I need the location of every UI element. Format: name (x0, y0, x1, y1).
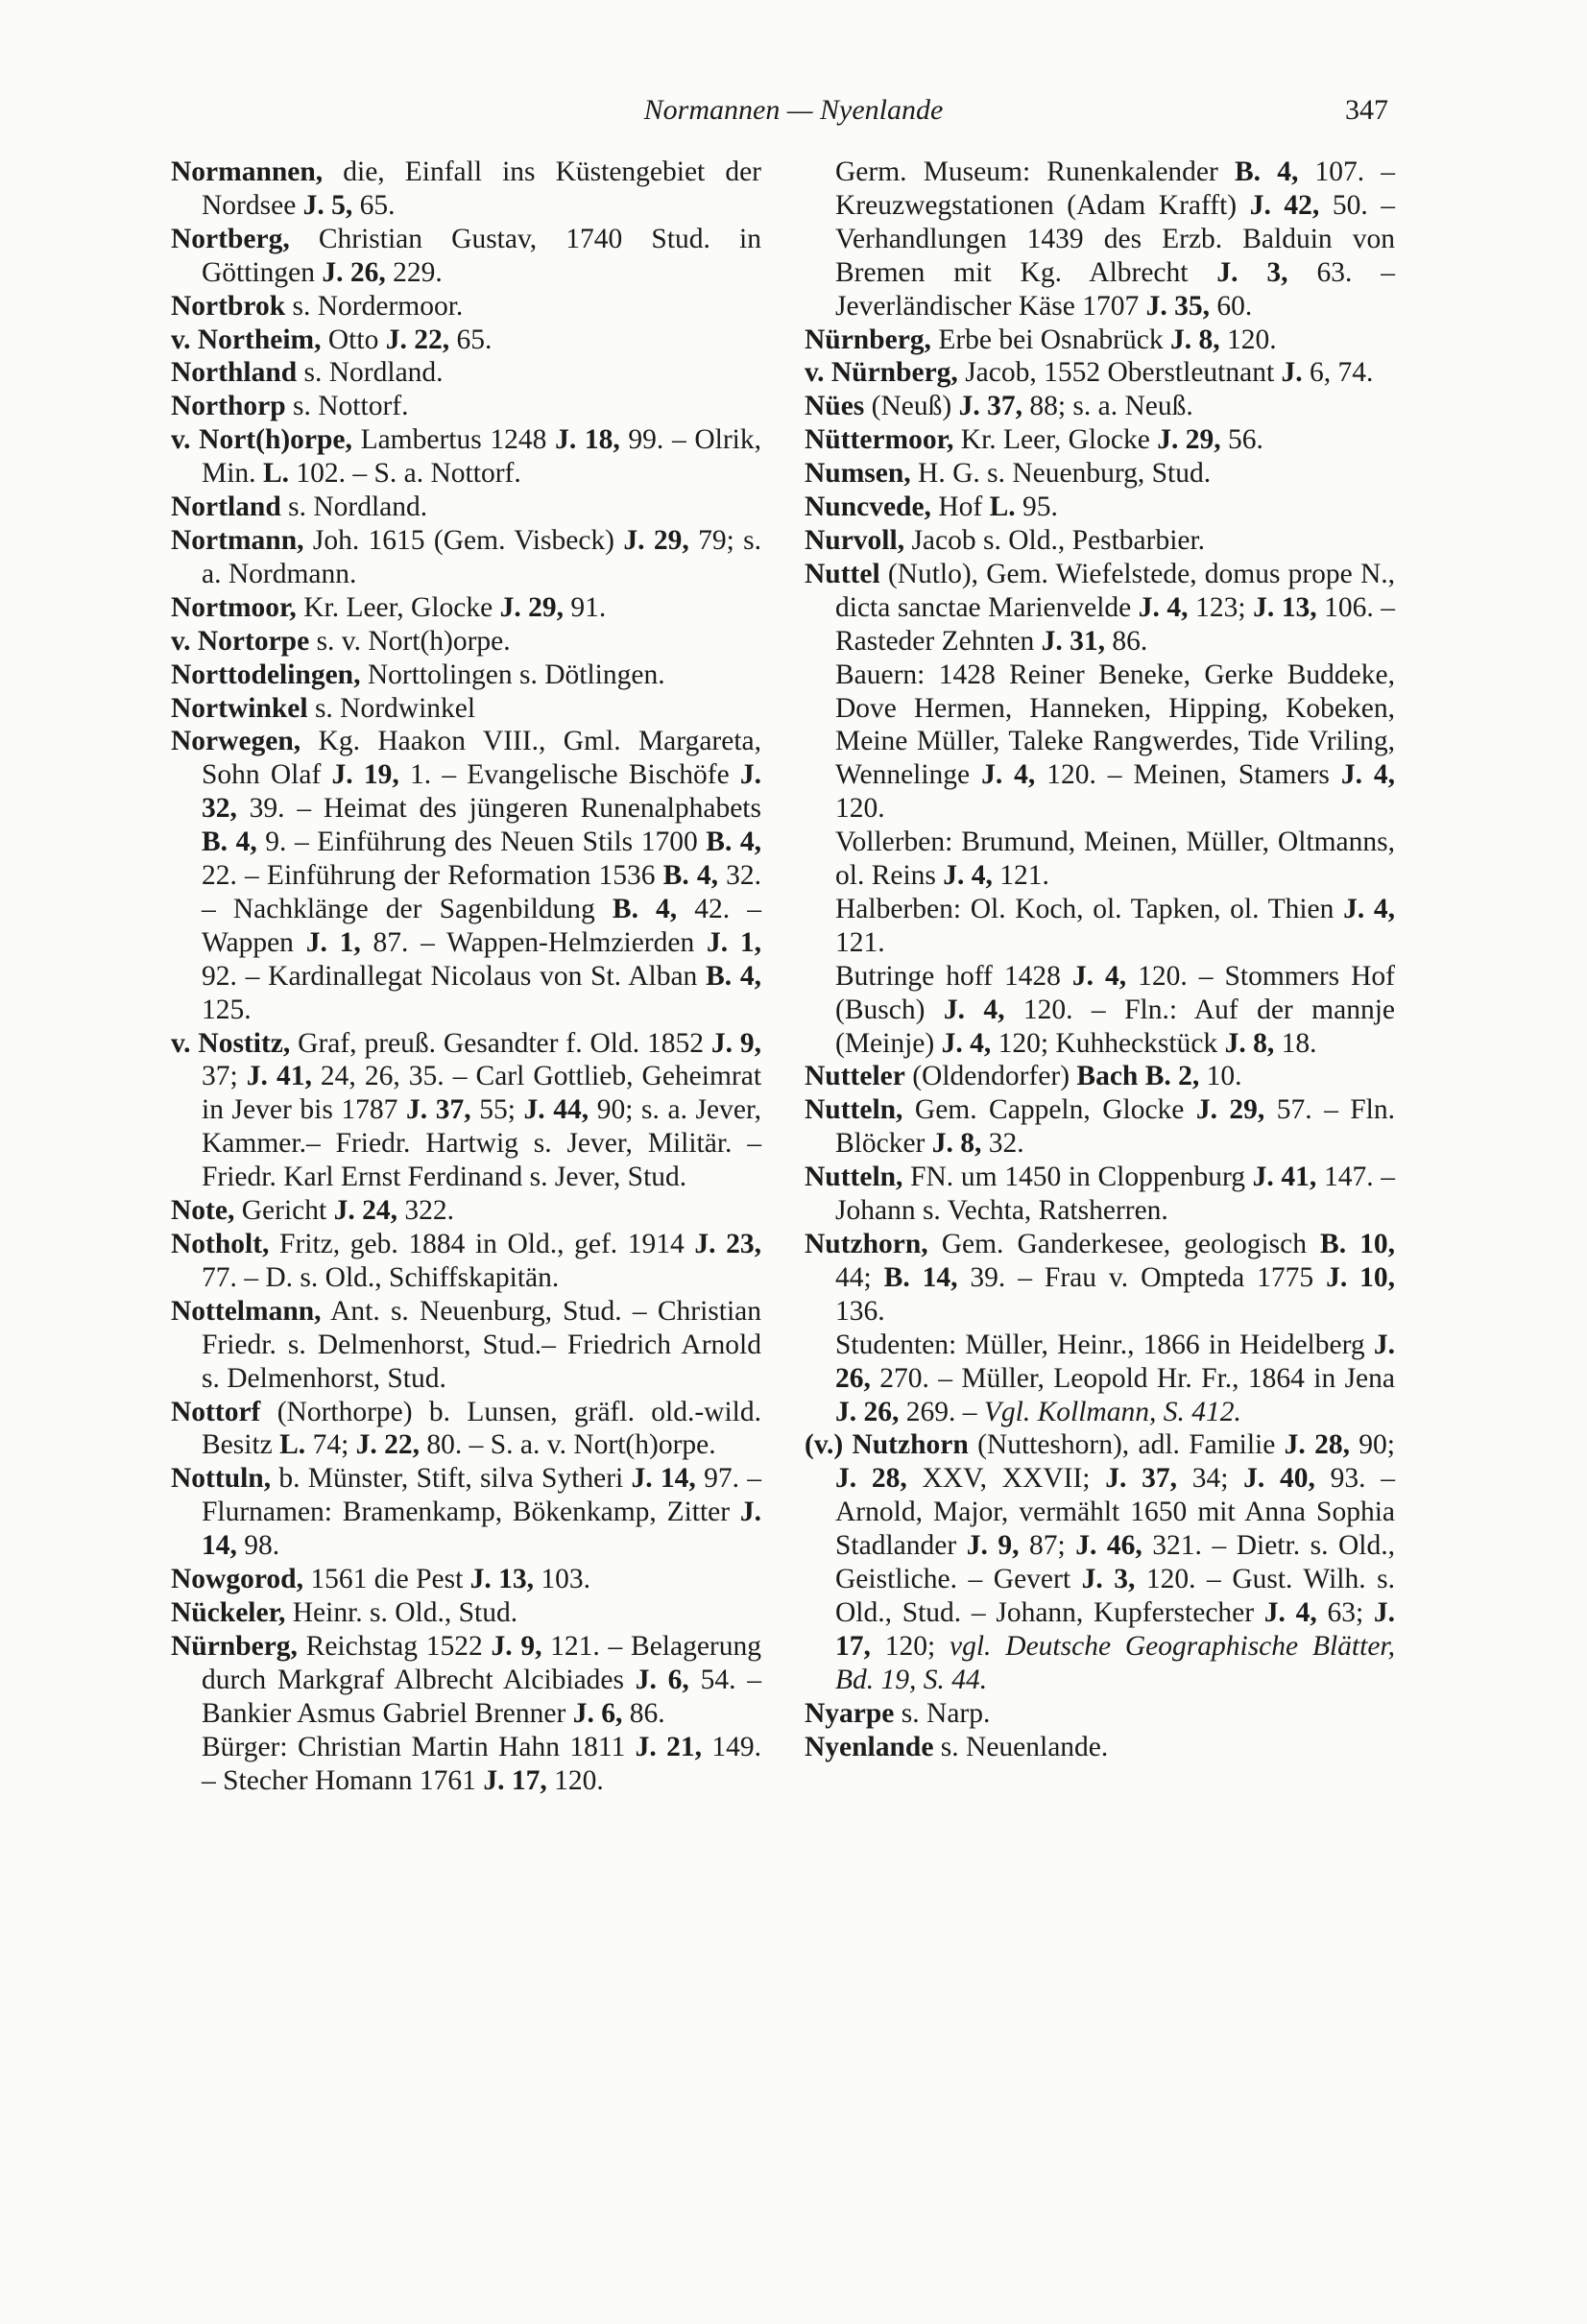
index-entry (171, 356, 761, 390)
entry-bold-text: Nyarpe (805, 1697, 895, 1729)
index-entry (171, 1396, 761, 1463)
entry-text: Bauern: 1428 Reiner Beneke, Gerke Buddeke, Dove Hermen, Hanneken, Hipping, Kobeken, Meine Müller, Taleke Rangwerdes, Tide Vriling, Wennelinge (835, 659, 1395, 791)
index-entry (171, 290, 761, 323)
entry-bold-text: J. 29, (499, 591, 564, 623)
entry-text: 60. (1209, 290, 1253, 322)
entry-bold-text: J. 32, (202, 759, 762, 825)
entry-bold-text: v. Nostitz, (171, 1027, 291, 1059)
entry-bold-text: J. 14, (631, 1463, 696, 1495)
entry-bold-text: B. 4, (706, 827, 762, 858)
entry-bold-text: Nyenlande (805, 1731, 934, 1762)
entry-bold-text: J. 13, (1253, 591, 1317, 623)
entry-bold-text: J. 5, (302, 189, 353, 221)
entry-text: 63; (1316, 1596, 1374, 1628)
entry-text: 120; Kuhheckstück (991, 1027, 1225, 1059)
entry-text: 32. – Nachklänge der Sagenbildung (202, 860, 761, 924)
entry-bold-text: J. 9, (710, 1027, 762, 1059)
entry-text: 50. – Verhandlungen 1439 des Erzb. Balduin von Bremen mit Kg. Albrecht (835, 189, 1395, 288)
entry-bold-text: Nürnberg, (805, 323, 931, 355)
entry-bold-text: J. 4, (943, 860, 993, 892)
entry-bold-text: Nües (805, 391, 865, 422)
entry-text: 65. (352, 189, 396, 221)
index-subentry (805, 826, 1395, 893)
entry-bold-text: Nückeler, (171, 1596, 286, 1628)
entry-text: Germ. Museum: Runenkalender (835, 156, 1235, 187)
entry-text: 79; s. a. Nordmann. (202, 524, 761, 589)
entry-bold-text: B. 10, (1320, 1229, 1395, 1259)
index-column-right (805, 156, 1395, 1764)
entry-bold-text: J. 3, (1216, 256, 1288, 288)
index-subentry (805, 893, 1395, 960)
index-subentry (805, 156, 1395, 323)
entry-text: Gem. Ganderkesee, geologisch (927, 1229, 1321, 1259)
entry-text: 57. – Fln. Blöcker (835, 1094, 1396, 1160)
entry-bold-text: Nurvoll, (805, 524, 905, 556)
index-entry (805, 323, 1395, 357)
entry-text: 6, 74. (1302, 357, 1374, 389)
index-entry (805, 457, 1395, 491)
entry-bold-text: J. 1, (305, 926, 361, 958)
entry-text: 125. (202, 994, 252, 1025)
entry-bold-text: J. 4, (1343, 893, 1396, 924)
entry-text: 77. – D. s. Old., Schiffskapitän. (202, 1261, 560, 1293)
entry-text: 87. – Wappen-Helmzierden (360, 926, 707, 958)
entry-bold-text: J. 24, (333, 1195, 397, 1227)
entry-bold-text: L. (279, 1429, 306, 1461)
entry-text: 56. (1220, 424, 1263, 456)
entry-bold-text: J. 37, (1105, 1463, 1177, 1495)
entry-bold-text: J. 13, (469, 1564, 535, 1595)
index-entry (171, 1295, 761, 1396)
entry-text: 123; (1188, 591, 1254, 623)
entry-text: 95. (1015, 491, 1058, 523)
entry-text: die, Einfall ins Küstengebiet der Nordsee (202, 156, 761, 221)
entry-bold-text: J. 10, (1326, 1261, 1395, 1293)
entry-bold-text: B. 4, (202, 827, 257, 858)
entry-text: 229. (385, 256, 443, 288)
entry-bold-text: J. (1281, 357, 1303, 389)
entry-bold-text: Normannen, (171, 156, 324, 187)
entry-text: 74; (305, 1429, 356, 1461)
entry-text: s. Nordland. (297, 357, 444, 389)
entry-text: H. G. s. Neuenburg, Stud. (910, 458, 1212, 490)
entry-bold-text: J. 6, (635, 1664, 689, 1695)
entry-text: (Northorpe) b. Lunsen, gräfl. old.-wild. Besitz (202, 1396, 761, 1461)
index-entry (171, 524, 761, 591)
entry-text: 18. (1274, 1027, 1317, 1059)
index-entry (171, 725, 761, 1026)
entry-text: 65. (449, 323, 493, 355)
entry-bold-text: J. 4, (1263, 1596, 1317, 1628)
entry-text: Bürger: Christian Martin Hahn 1811 (202, 1731, 636, 1762)
entry-bold-text: J. 26, (835, 1396, 900, 1427)
entry-text: Halberben: Ol. Koch, ol. Tapken, ol. Thien (835, 893, 1344, 924)
entry-bold-text: Numsen, (805, 458, 911, 490)
entry-bold-text: J. 29, (1157, 424, 1221, 456)
index-entry (171, 1027, 761, 1195)
entry-text: 34; (1176, 1463, 1244, 1495)
entry-bold-text: J. 41, (246, 1061, 312, 1092)
entry-text: s. Nordwinkel (307, 692, 476, 724)
entry-text: XXV, XXVII; (906, 1463, 1106, 1495)
entry-bold-text: J. 8, (1224, 1027, 1275, 1059)
entry-text: Vollerben: Brumund, Meinen, Müller, Oltmanns, ol. Reins (835, 827, 1395, 892)
entry-bold-text: Nottorf (171, 1396, 261, 1427)
index-subentry (805, 659, 1395, 827)
entry-bold-text: J. 1, (707, 926, 762, 958)
running-title: Normannen — Nyenlande (643, 94, 944, 126)
entry-italic-text: Vgl. Kollmann, S. 412. (983, 1396, 1241, 1427)
entry-text: Jacob s. Old., Pestbarbier. (904, 524, 1206, 556)
entry-bold-text: J. 4, (981, 759, 1036, 791)
entry-bold-text: J. 28, (1284, 1429, 1350, 1461)
entry-bold-text: Nowgorod, (171, 1564, 303, 1595)
entry-text: Fritz, geb. 1884 in Old., gef. 1914 (269, 1229, 695, 1259)
entry-text: 102. – S. a. Nottorf. (289, 458, 521, 490)
entry-text: Studenten: Müller, Heinr., 1866 in Heidelberg (835, 1329, 1374, 1360)
entry-bold-text: Nüttermoor, (805, 424, 954, 456)
entry-bold-text: Nortmoor, (171, 591, 297, 623)
entry-bold-text: J. 42, (1249, 189, 1320, 221)
entry-text: s. v. Nort(h)orpe. (309, 625, 511, 657)
entry-bold-text: B. 4, (1235, 156, 1299, 187)
entry-text: (Nutlo), Gem. Wiefelstede, domus prope N., dicta sanctae Marienvelde (835, 558, 1395, 623)
entry-bold-text: B. 4, (662, 860, 718, 892)
entry-bold-text: J. 9, (491, 1630, 542, 1662)
index-entry (171, 491, 761, 524)
index-entry (805, 423, 1395, 457)
entry-bold-text: Nürnberg, (171, 1630, 298, 1662)
entry-text: Lambertus 1248 (351, 424, 556, 456)
entry-italic-text: vgl. Deutsche Geographische Blätter, Bd. 19, S. 44. (835, 1630, 1395, 1695)
index-entry (171, 223, 761, 290)
entry-text: 120. (546, 1764, 604, 1796)
index-entry (171, 591, 761, 625)
index-entry (171, 1228, 761, 1295)
entry-bold-text: B. 4, (706, 960, 762, 992)
entry-text: Ant. s. Neuenburg, Stud. – Christian Friedr. s. Delmenhorst, Stud.– Friedrich Arnold s. Delmenhorst, Stud. (202, 1295, 761, 1394)
entry-text: 120. – Stommers Hof (Busch) (835, 960, 1395, 1025)
entry-bold-text: Nortbrok (171, 290, 286, 322)
index-entry (805, 1731, 1395, 1764)
entry-text: Kr. Leer, Glocke (953, 424, 1158, 456)
entry-text: 149. – Stecher Homann 1761 (202, 1731, 762, 1796)
entry-bold-text: Nutteler (805, 1061, 905, 1092)
entry-bold-text: J. 17, (835, 1596, 1396, 1662)
entry-text: b. Münster, Stift, silva Sytheri (271, 1463, 632, 1495)
index-entry (805, 491, 1395, 524)
entry-bold-text: J. 41, (1252, 1162, 1317, 1193)
entry-text: 90; (1349, 1429, 1395, 1461)
entry-text: 103. (534, 1564, 591, 1595)
entry-text: Hof (930, 491, 990, 523)
entry-bold-text: J. 4, (1138, 591, 1189, 623)
entry-text: Kr. Leer, Glocke (296, 591, 500, 623)
entry-bold-text: J. 8, (1169, 323, 1220, 355)
index-entry (171, 1630, 761, 1731)
index-subentry (171, 1731, 761, 1798)
index-entry (171, 1596, 761, 1630)
index-entry (805, 356, 1395, 390)
index-entry (805, 1093, 1395, 1161)
entry-bold-text: J. 26, (322, 256, 386, 288)
entry-text: Graf, preuß. Gesandter f. Old. 1852 (290, 1027, 711, 1059)
entry-bold-text: J. 29, (1195, 1094, 1265, 1126)
entry-bold-text: J. 28, (835, 1463, 907, 1495)
entry-text: s. Nottorf. (285, 391, 409, 422)
entry-text: 120. – Fln.: Auf der mannje (Meinje) (835, 994, 1396, 1059)
entry-bold-text: J. 35, (1145, 290, 1210, 322)
index-entry (805, 1428, 1395, 1696)
entry-bold-text: J. 17, (483, 1764, 547, 1796)
entry-bold-text: J. 8, (931, 1128, 982, 1160)
entry-text: 120; (870, 1630, 950, 1662)
entry-bold-text: (v.) Nutzhorn (805, 1429, 969, 1461)
entry-text: 1561 die Pest (302, 1564, 470, 1595)
entry-bold-text: Northland (171, 357, 298, 389)
entry-text: (Neuß) (864, 391, 959, 422)
entry-bold-text: J. 14, (202, 1497, 761, 1562)
entry-text: 92. – Kardinallegat Nicolaus von St. Alban (202, 960, 707, 992)
entry-bold-text: J. 22, (385, 323, 450, 355)
entry-text: Otto (321, 323, 386, 355)
index-subentry (805, 960, 1395, 1061)
entry-text: 1. – Evangelische Bischöfe (398, 759, 740, 791)
entry-bold-text: J. 21, (635, 1731, 703, 1762)
entry-text: 99. – Olrik, Min. (202, 424, 761, 490)
entry-bold-text: J. 37, (958, 391, 1022, 422)
entry-text: 32. (981, 1128, 1024, 1160)
entry-text: 86. (1105, 625, 1148, 657)
entry-text: 55; (470, 1094, 524, 1126)
index-entry (171, 1462, 761, 1563)
entry-bold-text: J. 3, (1081, 1564, 1136, 1595)
entry-bold-text: Nutzhorn, (805, 1229, 928, 1259)
entry-text: 121. – Belagerung durch Markgraf Albrecht Alcibiades (202, 1630, 761, 1695)
entry-bold-text: Nuncvede, (805, 491, 931, 523)
entry-bold-text: J. 46, (1075, 1530, 1142, 1562)
entry-bold-text: J. 4, (1071, 960, 1127, 992)
entry-bold-text: J. 6, (572, 1697, 623, 1729)
index-entry (805, 1228, 1395, 1329)
entry-text: 39. – Heimat des jüngeren Runenalphabets (236, 793, 761, 825)
entry-text: 270. – Müller, Leopold Hr. Fr., 1864 in Jena (870, 1362, 1395, 1394)
entry-text: FN. um 1450 in Cloppenburg (902, 1162, 1253, 1193)
index-entry (171, 659, 761, 692)
entry-bold-text: J. 9, (966, 1530, 1020, 1562)
entry-text: Christian Gustav, 1740 Stud. in Göttingen (202, 223, 761, 288)
entry-text: 107. – Kreuzwegstationen (Adam Krafft) (835, 156, 1395, 221)
entry-text: 321. – Dietr. s. Old., Geistliche. – Gevert (835, 1530, 1396, 1595)
entry-bold-text: J. 26, (835, 1329, 1395, 1394)
entry-text: (Nutteshorn), adl. Familie (968, 1429, 1285, 1461)
index-entry (171, 423, 761, 491)
entry-text: Jacob, 1552 Oberstleutnant (957, 357, 1282, 389)
entry-text: s. Neuenlande. (933, 1731, 1109, 1762)
entry-text: 269. – (899, 1396, 984, 1427)
entry-text: 120. (835, 793, 885, 825)
entry-bold-text: Nortmann, (171, 524, 304, 556)
entry-text: 22. – Einführung der Reformation 1536 (202, 860, 663, 892)
entry-bold-text: L. (989, 491, 1016, 523)
index-entry (171, 1194, 761, 1228)
entry-bold-text: J. 37, (406, 1094, 471, 1126)
entry-text: 91. (563, 591, 607, 623)
entry-bold-text: Nutteln, (805, 1162, 903, 1193)
entry-text: 98. (236, 1530, 280, 1562)
entry-text: Gericht (234, 1195, 334, 1227)
entry-text: s. Nordland. (280, 491, 428, 523)
entry-bold-text: v. Nürnberg, (805, 357, 958, 389)
entry-bold-text: Norttodelingen, (171, 659, 361, 690)
index-entry (805, 1697, 1395, 1731)
entry-text: s. Nordermoor. (285, 290, 464, 322)
entry-text: s. Narp. (894, 1697, 991, 1729)
index-entry (171, 625, 761, 659)
index-entry (805, 1161, 1395, 1228)
entry-text: 93. – Arnold, Major, vermählt 1650 mit Anna Sophia Stadlander (835, 1463, 1396, 1562)
entry-text: 9. – Einführung des Neuen Stils 1700 (256, 827, 707, 858)
entry-text: 106. – Rasteder Zehnten (835, 591, 1396, 657)
entry-bold-text: v. Nortorpe (171, 625, 310, 657)
entry-text: 87; (1019, 1530, 1076, 1562)
entry-text: 90; s. a. Jever, Kammer.– Friedr. Hartwig s. Jever, Militär. – Friedr. Karl Ernst Ferdinand s. Jever, Stud. (202, 1094, 761, 1193)
entry-text: (Oldendorfer) (904, 1061, 1077, 1092)
entry-bold-text: J. 4, (1340, 759, 1396, 791)
entry-text: 24, 26, 35. – Carl Gottlieb, Geheimrat in Jever bis 1787 (202, 1061, 762, 1126)
entry-text: Joh. 1615 (Gem. Visbeck) (303, 524, 624, 556)
entry-text: 120. (1219, 323, 1277, 355)
entry-bold-text: v. Northeim, (171, 323, 322, 355)
index-column-left (171, 156, 761, 1797)
index-subentry (805, 1329, 1395, 1429)
entry-bold-text: Nuttel (805, 558, 880, 589)
entry-text: 10. (1199, 1061, 1242, 1092)
entry-bold-text: Nottuln, (171, 1463, 272, 1495)
entry-bold-text: J. 4, (941, 1027, 992, 1059)
entry-text: 63. – Jeverländischer Käse 1707 (835, 256, 1396, 322)
entry-bold-text: J. 19, (331, 759, 399, 791)
entry-text: 121. (992, 860, 1049, 892)
index-entry (171, 1563, 761, 1596)
entry-text: Reichstag 1522 (297, 1630, 492, 1662)
entry-text: 121. (835, 926, 885, 958)
entry-text: Erbe bei Osnabrück (930, 323, 1170, 355)
entry-text: 39. – Frau v. Ompteda 1775 (957, 1261, 1327, 1293)
entry-bold-text: Nortwinkel (171, 692, 308, 724)
entry-text: 86. (622, 1697, 665, 1729)
entry-text: 147. – Johann s. Vechta, Ratsherren. (835, 1162, 1396, 1227)
entry-text: 322. (397, 1195, 454, 1227)
index-entry (805, 524, 1395, 558)
index-entry (171, 323, 761, 357)
entry-text: 42. – Wappen (202, 893, 761, 958)
entry-bold-text: v. Nort(h)orpe, (171, 424, 352, 456)
entry-text: Heinr. s. Old., Stud. (285, 1596, 518, 1628)
entry-text: 120. – Meinen, Stamers (1035, 759, 1341, 791)
entry-bold-text: Bach B. 2, (1076, 1061, 1200, 1092)
page-number: 347 (1345, 94, 1388, 126)
index-entry (171, 156, 761, 223)
entry-bold-text: Nottelmann, (171, 1295, 322, 1327)
entry-bold-text: Nutteln, (805, 1094, 903, 1126)
index-entry (171, 692, 761, 726)
entry-bold-text: Notholt, (171, 1229, 270, 1259)
entry-bold-text: J. 22, (355, 1429, 421, 1461)
entry-bold-text: Nortberg, (171, 223, 290, 254)
index-entry (805, 558, 1395, 659)
entry-bold-text: J. 29, (623, 524, 689, 556)
entry-text: 88; s. a. Neuß. (1022, 391, 1193, 422)
entry-bold-text: B. 4, (612, 893, 678, 924)
entry-text: 80. – S. a. v. Nort(h)orpe. (420, 1429, 716, 1461)
index-entry (171, 390, 761, 423)
entry-bold-text: Nortland (171, 491, 281, 523)
index-entry (805, 390, 1395, 423)
entry-bold-text: Note, (171, 1195, 235, 1227)
entry-text: Gem. Cappeln, Glocke (902, 1094, 1196, 1126)
entry-bold-text: B. 14, (883, 1261, 958, 1293)
entry-text: Norttolingen s. Dötlingen. (360, 659, 665, 690)
entry-text: 44; (835, 1261, 884, 1293)
entry-bold-text: Norwegen, (171, 726, 301, 757)
index-entry (805, 1060, 1395, 1093)
entry-text: Butringe hoff 1428 (835, 960, 1072, 992)
entry-bold-text: J. 31, (1041, 625, 1105, 657)
entry-text: 54. – Bankier Asmus Gabriel Brenner (202, 1664, 761, 1729)
entry-bold-text: J. 18, (555, 424, 620, 456)
entry-bold-text: L. (262, 458, 289, 490)
entry-bold-text: J. 23, (694, 1229, 761, 1259)
entry-bold-text: Northorp (171, 391, 286, 422)
entry-bold-text: J. 40, (1243, 1463, 1315, 1495)
entry-bold-text: J. 44, (523, 1094, 589, 1126)
entry-text: 120. – Gust. Wilh. s. Old., Stud. – Johann, Kupferstecher (835, 1564, 1395, 1628)
entry-text: Kg. Haakon VIII., Gml. Margareta, Sohn Olaf (202, 726, 761, 791)
entry-bold-text: J. 4, (943, 994, 1005, 1025)
entry-text: 136. (835, 1295, 885, 1327)
entry-text: 37; (202, 1061, 247, 1092)
entry-text: 97. – Flurnamen: Bramenkamp, Bökenkamp, Zitter (202, 1463, 761, 1528)
